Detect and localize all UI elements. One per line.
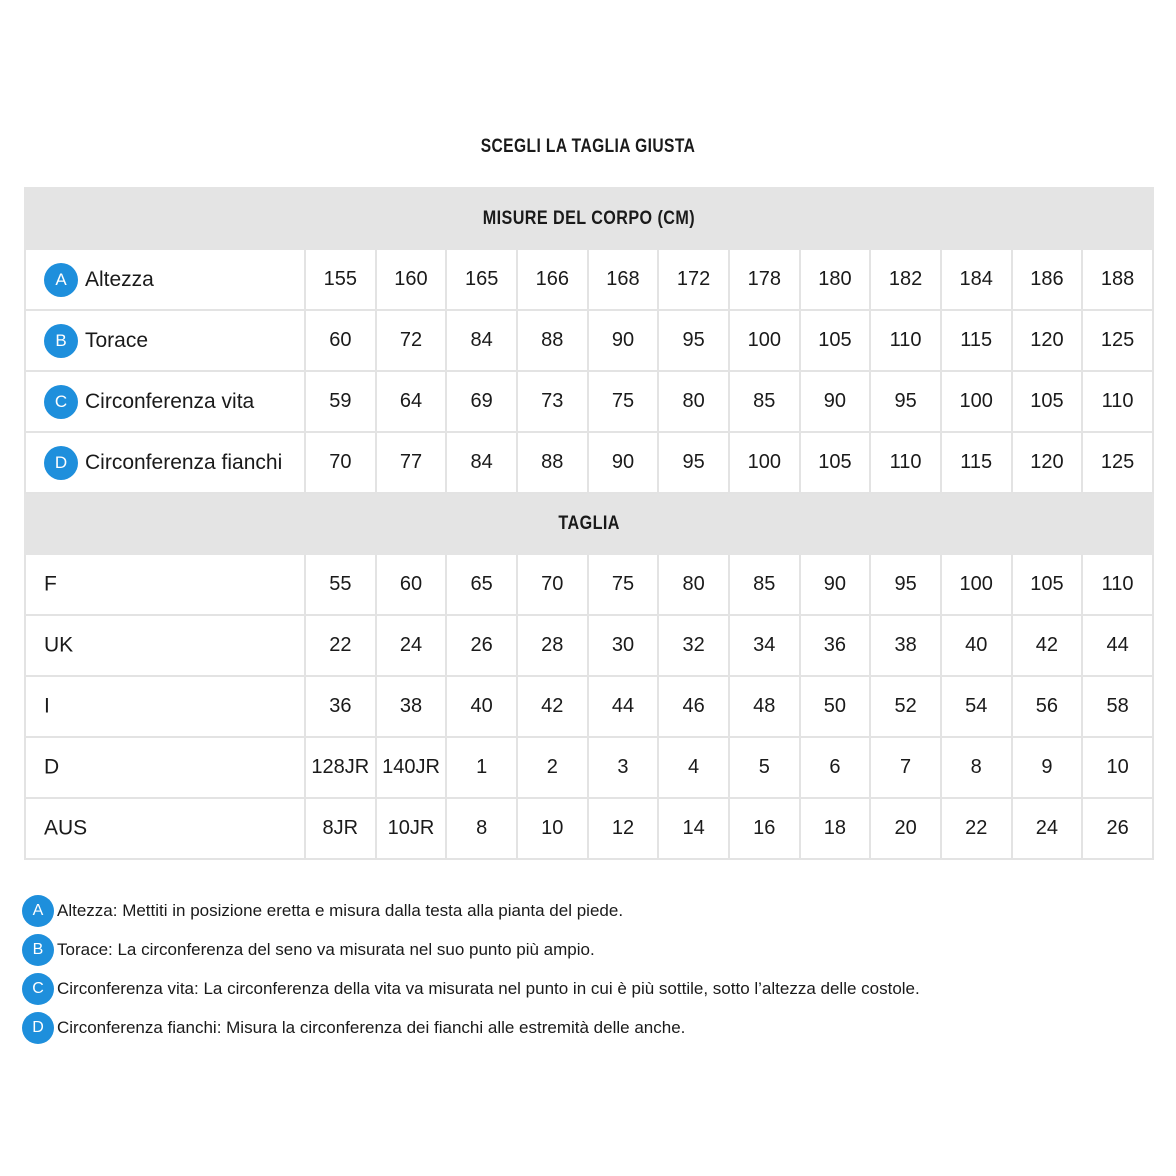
row-label-cell: [25, 432, 305, 493]
badge-b-icon: B: [22, 934, 54, 966]
table-cell: 48: [729, 676, 800, 737]
table-cell: 77: [376, 432, 447, 493]
note-text: Circonferenza vita: La circonferenza della vita va misurata nel punto in cui è più sottile, sotto l’altezza delle costole.: [57, 979, 920, 998]
note-item: [22, 933, 1152, 967]
measurements-section-header: [25, 188, 1153, 249]
table-cell: 80: [658, 554, 729, 615]
table-cell: 10: [517, 798, 588, 859]
table-cell: 75: [588, 554, 659, 615]
table-cell: 95: [870, 554, 941, 615]
badge-a-icon: A: [44, 263, 78, 297]
table-cell: 100: [729, 310, 800, 371]
table-cell: 22: [941, 798, 1012, 859]
table-cell: 88: [517, 310, 588, 371]
note-item: [22, 972, 1152, 1006]
row-label-cell: [25, 371, 305, 432]
row-label: Torace: [85, 328, 149, 352]
row-label-cell: [25, 798, 305, 859]
row-label-cell: [25, 249, 305, 310]
table-cell: 125: [1082, 432, 1153, 493]
badge-a-icon: A: [22, 895, 54, 927]
table-cell: 84: [446, 432, 517, 493]
table-cell: 90: [588, 432, 659, 493]
table-cell: 3: [588, 737, 659, 798]
table-cell: 59: [305, 371, 376, 432]
table-cell: 22: [305, 615, 376, 676]
table-cell: 1: [446, 737, 517, 798]
table-cell: 44: [1082, 615, 1153, 676]
table-cell: 18: [800, 798, 871, 859]
table-row: [25, 676, 1153, 737]
table-row: [25, 310, 1153, 371]
table-cell: 72: [376, 310, 447, 371]
table-cell: 16: [729, 798, 800, 859]
row-label-cell: [25, 615, 305, 676]
table-cell: 165: [446, 249, 517, 310]
table-row: [25, 615, 1153, 676]
table-cell: 166: [517, 249, 588, 310]
measurements-section-cell: [25, 188, 1153, 249]
table-cell: 56: [1012, 676, 1083, 737]
sizes-section-header: [25, 493, 1153, 554]
table-cell: 26: [1082, 798, 1153, 859]
row-label: F: [44, 572, 57, 596]
table-cell: 105: [800, 432, 871, 493]
table-cell: 42: [517, 676, 588, 737]
table-cell: 88: [517, 432, 588, 493]
row-label: Circonferenza fianchi: [85, 450, 283, 474]
row-label-cell: [25, 310, 305, 371]
table-cell: 6: [800, 737, 871, 798]
page-title: SCEGLI LA TAGLIA GIUSTA: [480, 136, 696, 157]
row-label: D: [44, 755, 60, 779]
table-cell: 182: [870, 249, 941, 310]
table-cell: 42: [1012, 615, 1083, 676]
table-cell: 75: [588, 371, 659, 432]
table-cell: 168: [588, 249, 659, 310]
badge-c-icon: C: [44, 385, 78, 419]
table-cell: 125: [1082, 310, 1153, 371]
table-cell: 26: [446, 615, 517, 676]
table-cell: 38: [376, 676, 447, 737]
row-label-cell: [25, 676, 305, 737]
table-cell: 38: [870, 615, 941, 676]
table-cell: 2: [517, 737, 588, 798]
size-chart-table: [24, 187, 1154, 860]
table-cell: 160: [376, 249, 447, 310]
table-cell: 128JR: [305, 737, 376, 798]
table-cell: 24: [1012, 798, 1083, 859]
table-cell: 188: [1082, 249, 1153, 310]
table-cell: 95: [870, 371, 941, 432]
table-cell: 60: [305, 310, 376, 371]
table-cell: 105: [1012, 554, 1083, 615]
table-cell: 105: [1012, 371, 1083, 432]
table-cell: 60: [376, 554, 447, 615]
table-cell: 65: [446, 554, 517, 615]
table-cell: 110: [1082, 554, 1153, 615]
table-cell: 155: [305, 249, 376, 310]
table-cell: 50: [800, 676, 871, 737]
table-row: [25, 798, 1153, 859]
table-cell: 36: [305, 676, 376, 737]
table-cell: 172: [658, 249, 729, 310]
table-cell: 40: [446, 676, 517, 737]
table-cell: 4: [658, 737, 729, 798]
row-label: I: [44, 694, 50, 718]
table-cell: 85: [729, 371, 800, 432]
table-cell: 120: [1012, 310, 1083, 371]
table-cell: 85: [729, 554, 800, 615]
table-cell: 8JR: [305, 798, 376, 859]
table-cell: 95: [658, 432, 729, 493]
table-row: [25, 432, 1153, 493]
table-row: [25, 554, 1153, 615]
note-text: Circonferenza fianchi: Misura la circonferenza dei fianchi alle estremità delle anche.: [57, 1018, 686, 1037]
table-row: [25, 371, 1153, 432]
table-cell: 34: [729, 615, 800, 676]
table-cell: 110: [870, 432, 941, 493]
table-cell: 100: [729, 432, 800, 493]
table-cell: 10: [1082, 737, 1153, 798]
table-cell: 9: [1012, 737, 1083, 798]
table-cell: 180: [800, 249, 871, 310]
table-cell: 84: [446, 310, 517, 371]
table-body: [25, 188, 1153, 859]
table-cell: 186: [1012, 249, 1083, 310]
table-cell: 32: [658, 615, 729, 676]
table-cell: 90: [800, 371, 871, 432]
table-cell: 36: [800, 615, 871, 676]
table-cell: 115: [941, 432, 1012, 493]
sizes-section-cell: [25, 493, 1153, 554]
table-cell: 8: [941, 737, 1012, 798]
row-label-cell: [25, 554, 305, 615]
table-cell: 40: [941, 615, 1012, 676]
table-cell: 24: [376, 615, 447, 676]
table-row: [25, 737, 1153, 798]
table-cell: 69: [446, 371, 517, 432]
row-label: UK: [44, 633, 74, 657]
measurement-notes: [22, 894, 1152, 1050]
measurements-section-title: MISURE DEL CORPO (CM): [482, 207, 696, 229]
table-cell: 28: [517, 615, 588, 676]
table-row: [25, 249, 1153, 310]
table-cell: 7: [870, 737, 941, 798]
table-cell: 70: [305, 432, 376, 493]
table-cell: 90: [588, 310, 659, 371]
table-cell: 105: [800, 310, 871, 371]
table-cell: 100: [941, 371, 1012, 432]
table-cell: 100: [941, 554, 1012, 615]
table-cell: 55: [305, 554, 376, 615]
table-cell: 70: [517, 554, 588, 615]
table-cell: 54: [941, 676, 1012, 737]
note-item: [22, 894, 1152, 928]
row-label: AUS: [44, 816, 88, 840]
note-item: [22, 1011, 1152, 1045]
table-cell: 5: [729, 737, 800, 798]
table-cell: 184: [941, 249, 1012, 310]
table-cell: 52: [870, 676, 941, 737]
table-cell: 30: [588, 615, 659, 676]
row-label: Altezza: [85, 267, 154, 291]
note-text: Torace: La circonferenza del seno va misurata nel suo punto più ampio.: [57, 940, 595, 959]
table-cell: 12: [588, 798, 659, 859]
table-cell: 44: [588, 676, 659, 737]
table-cell: 95: [658, 310, 729, 371]
table-cell: 178: [729, 249, 800, 310]
table-cell: 8: [446, 798, 517, 859]
note-text: Altezza: Mettiti in posizione eretta e misura dalla testa alla pianta del piede.: [57, 901, 624, 920]
table-cell: 110: [870, 310, 941, 371]
row-label: Circonferenza vita: [85, 389, 255, 413]
sizes-section-title: TAGLIA: [558, 512, 620, 534]
table-cell: 80: [658, 371, 729, 432]
table-cell: 10JR: [376, 798, 447, 859]
table-cell: 64: [376, 371, 447, 432]
row-label-cell: [25, 737, 305, 798]
badge-b-icon: B: [44, 324, 78, 358]
table-cell: 110: [1082, 371, 1153, 432]
table-cell: 46: [658, 676, 729, 737]
table-cell: 120: [1012, 432, 1083, 493]
table-cell: 20: [870, 798, 941, 859]
table-cell: 115: [941, 310, 1012, 371]
table-cell: 73: [517, 371, 588, 432]
table-cell: 90: [800, 554, 871, 615]
table-cell: 58: [1082, 676, 1153, 737]
badge-c-icon: C: [22, 973, 54, 1005]
badge-d-icon: D: [44, 446, 78, 480]
table-cell: 14: [658, 798, 729, 859]
badge-d-icon: D: [22, 1012, 54, 1044]
table-cell: 140JR: [376, 737, 447, 798]
